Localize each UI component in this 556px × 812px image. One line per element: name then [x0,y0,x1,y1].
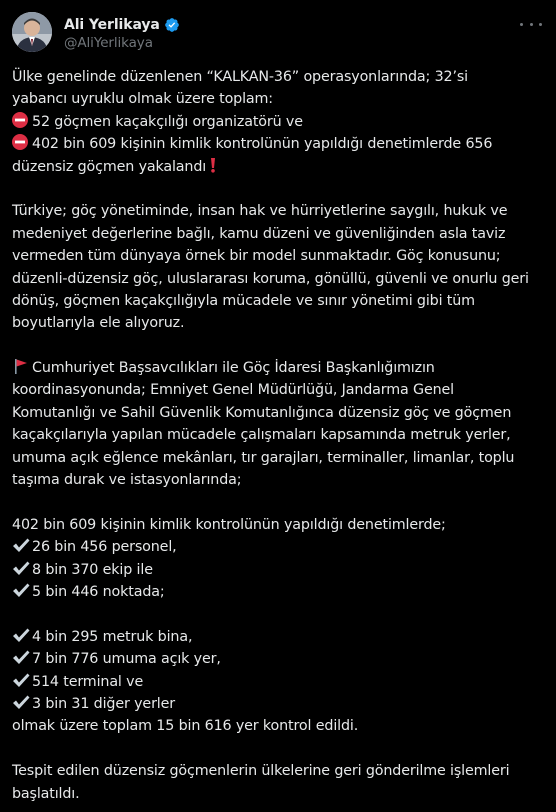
verified-badge-icon [164,17,180,33]
check-line [12,536,552,558]
flag-text: Cumhuriyet Başsavcılıkları ile Göç İdaresi Başkanlığımızın [32,360,435,377]
bullet-text: 402 bin 609 kişinin kimlik kontrolünün yapıldığı denetimlerde 656 [32,136,493,153]
check-mark-emoji-icon [12,672,30,688]
check-line [12,581,552,603]
text-line: başlatıldı. [12,785,80,802]
bullet-text: 52 göçmen kaçakçılığı organizatörü ve [32,113,303,130]
check-text: 26 bin 456 personel, [32,539,177,556]
no-entry-emoji-icon [12,134,28,150]
check-text: 7 bin 776 umuma açık yer, [32,651,221,668]
check-mark-emoji-icon [12,694,30,710]
check-mark-emoji-icon [12,627,30,643]
text-line [12,357,552,379]
check-text: 4 bin 295 metruk bina, [32,628,193,645]
text-line: boyutlarıyla ele alıyoruz. [12,315,185,332]
tweet-header [12,12,544,54]
no-entry-emoji-icon [12,112,28,128]
more-options-icon[interactable] [520,16,542,32]
handle[interactable]: @AliYerlikaya [64,35,153,51]
bullet-line [12,133,552,155]
author-block [64,15,180,51]
tweet-text [12,66,552,805]
text-line: 402 bin 609 kişinin kimlik kontrolünün yapıldığı denetimlerde; [12,516,446,533]
text-line: düzenli-düzensiz göç, uluslararası koruma, gönüllü, güvenli ve onurlu geri [12,270,529,287]
check-line [12,626,552,648]
check-mark-emoji-icon [12,560,30,576]
bullet-text-cont: düzensiz göçmen yakalandı [12,158,207,175]
check-line [12,648,552,670]
check-mark-emoji-icon [12,582,30,598]
check-text: 3 bin 31 diğer yerler [32,695,176,712]
text-line: Ülke genelinde düzenlenen “KALKAN-36” operasyonlarında; 32’si [12,69,468,85]
avatar[interactable] [12,12,52,52]
check-line [12,671,552,693]
check-mark-emoji-icon [12,649,30,665]
text-line: Komutanlığı ve Sahil Güvenlik Komutanlığınca düzensiz göç ve göçmen [12,404,512,421]
text-line: Türkiye; göç yönetiminde, insan hak ve hürriyetlerine saygılı, hukuk ve [12,203,508,220]
display-name[interactable]: Ali Yerlikaya [64,16,160,33]
text-line: dönüş, göçmen kaçakçılığıyla mücadele ve sınır yönetimi gibi tüm [12,292,475,309]
bullet-line [12,111,552,133]
check-text: 8 bin 370 ekip ile [32,561,153,578]
check-mark-emoji-icon [12,537,30,553]
text-line: koordinasyonunda; Emniyet Genel Müdürlüğü, Jandarma Genel [12,382,455,399]
text-line: kaçakçılarıyla yapılan mücadele çalışmaları kapsamında metruk yerler, [12,427,511,444]
exclamation-emoji-icon [208,157,218,173]
avatar-photo [12,12,52,52]
check-line [12,559,552,581]
text-line: yabancı uyruklu olmak üzere toplam: [12,91,273,108]
check-line [12,693,552,715]
check-text: 5 bin 446 noktada; [32,583,165,600]
text-line: taşıma durak ve istasyonlarında; [12,472,242,489]
text-line: Tespit edilen düzensiz göçmenlerin ülkelerine geri gönderilme işlemleri [12,763,510,780]
text-line [12,156,552,178]
check-text: 514 terminal ve [32,673,144,690]
text-line: umuma açık eğlence mekânları, tır garajları, terminaller, limanlar, toplu [12,449,515,466]
text-line: olmak üzere toplam 15 bin 616 yer kontrol edildi. [12,718,359,735]
triangular-flag-emoji-icon [14,358,28,374]
text-line: vermeden tüm dünyaya örnek bir model sunmaktadır. Göç konusunu; [12,248,501,265]
text-line: medeniyet değerlerine bağlı, kamu düzeni ve güvenliğinden asla taviz [12,225,506,242]
